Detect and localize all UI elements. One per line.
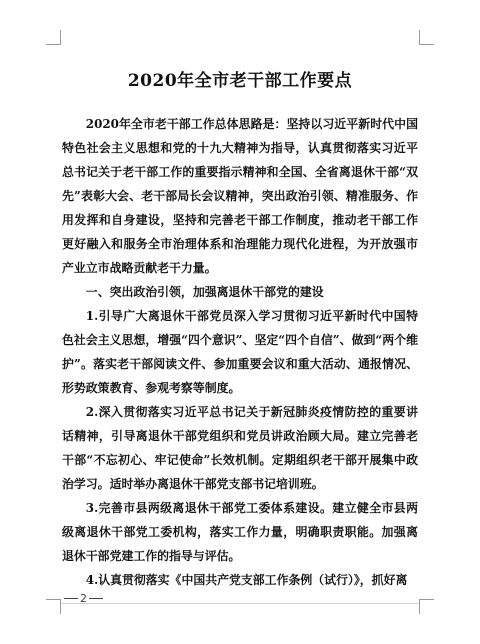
item-paragraph-3: 3.完善市县两级离退休干部党工委体系建设。建立健全市县两级离退休干部党工委机构，落实工作力量，明确职责职能。加强离退休干部党建工作的指导与评估。 — [62, 501, 418, 563]
footer-divider — [62, 603, 418, 604]
item-paragraph-2: 2.深入贯彻落实习近平总书记关于新冠肺炎疫情防控的重要讲话精神，引导离退休干部党组织和党员讲政治顾大局。建立完善老干部“不忘初心、牢记使命”长效机制。定期组织老干部开展集中政治学习。适时举办离退休干部党支部书记培训班。 — [62, 405, 418, 491]
item-paragraph-1: 1.引导广大离退休干部党员深入学习贯彻习近平新时代中国特色社会主义思想，增强“四个意识”、坚定“四个自信”、做到“两个维护”。落实老干部阅读文件、参加重要会议和重大活动、通报情况、形势政策教育、参观考察等制度。 — [62, 309, 418, 395]
crop-mark-bottom-right — [419, 599, 434, 614]
crop-mark-bottom-left — [46, 599, 61, 614]
page-number — [62, 592, 105, 605]
document-title: 2020年全市老干部工作要点 — [127, 71, 353, 91]
crop-mark-top-right — [419, 30, 434, 45]
page-number-dash-left — [64, 598, 78, 599]
crop-mark-top-left — [46, 30, 61, 45]
page-number-value: 2 — [80, 592, 87, 605]
item-paragraph-4: 4.认真贯彻落实《中国共产党支部工作条例（试行）》，抓好离 — [85, 573, 408, 587]
page-number-dash-right — [89, 598, 103, 599]
section-heading: 一、突出政治引领，加强离退休干部党的建设 — [85, 285, 324, 299]
intro-paragraph: 2020年全市老干部工作总体思路是：坚持以习近平新时代中国特色社会主义思想和党的十九大精神为指导，认真贯彻落实习近平总书记关于老干部工作的重要指示精神和全国、全省离退休干部“双先”表彰大会、老干部局长会议精神，突出政治引领、精准服务、作用发挥和自身建设，坚持和完善老干部工作制度，推动老干部工作更好融入和服务全市治理体系和治理能力现代化进程，为开放强市产业立市战略贡献老干力量。 — [62, 117, 418, 275]
document-body — [62, 112, 418, 592]
